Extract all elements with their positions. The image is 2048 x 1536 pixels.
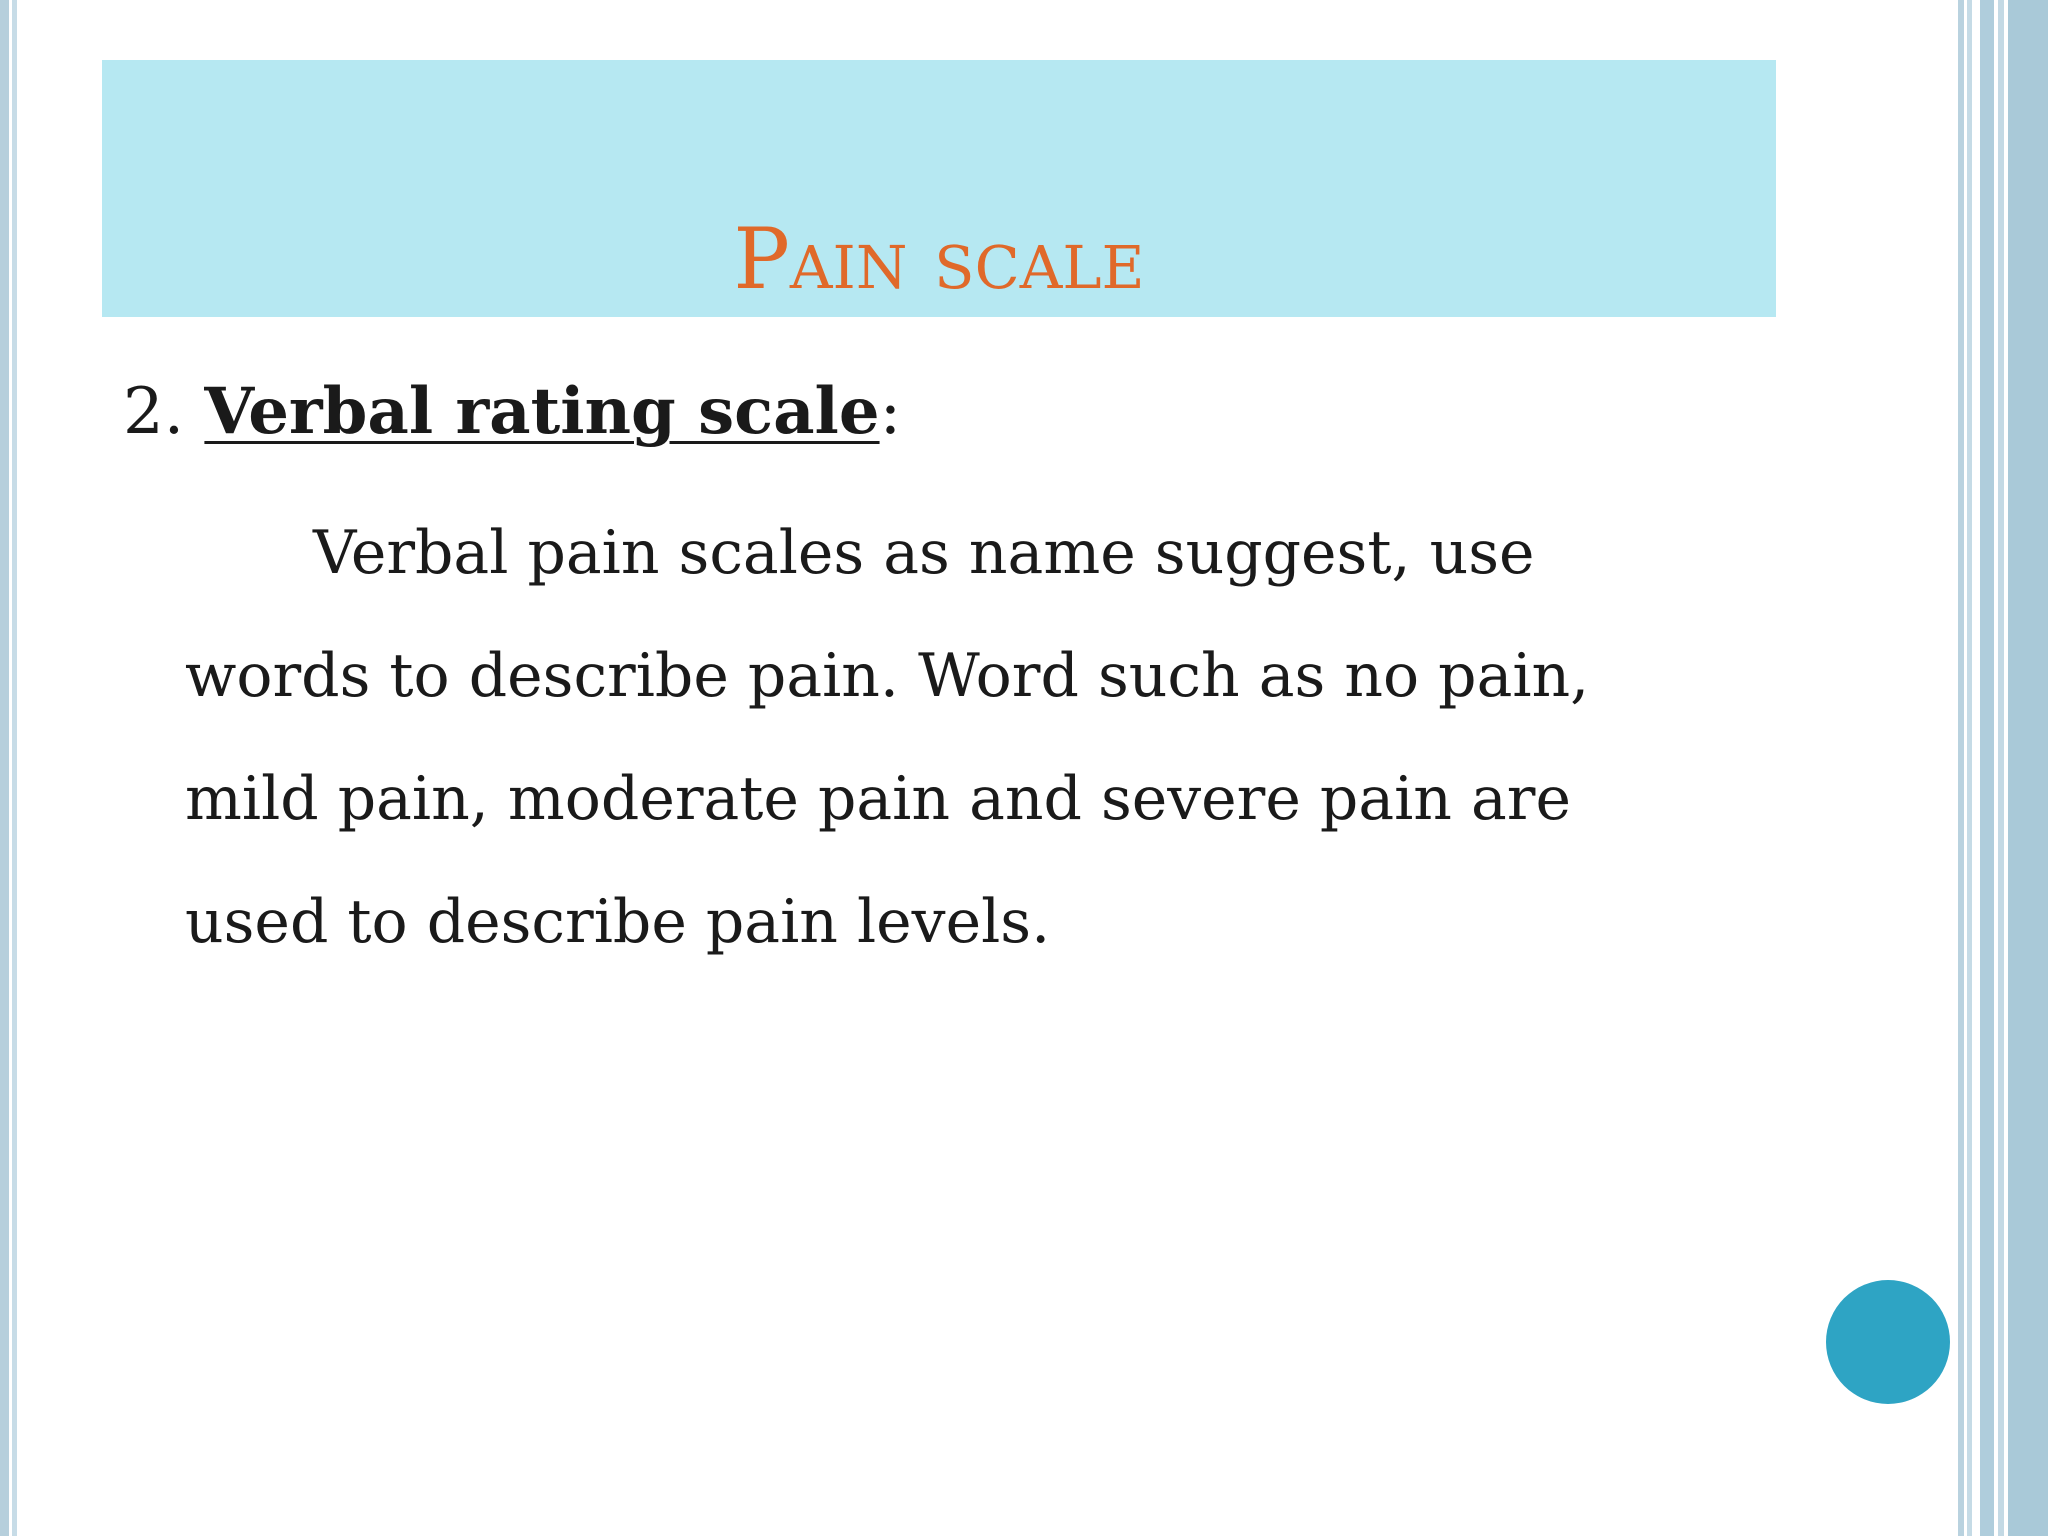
right-border-stripe-2 xyxy=(1967,0,1972,1536)
right-border-stripe-1 xyxy=(1958,0,1964,1536)
heading-number: 2. xyxy=(123,375,205,449)
right-border-stripe-3 xyxy=(1980,0,1994,1536)
body-paragraph: Verbal pain scales as name suggest, use words to describe pain. Word such as no pain, mild pain, moderate pain and severe pain are used to describe pain levels. xyxy=(185,518,1590,957)
title-band xyxy=(102,60,1776,317)
heading-colon: : xyxy=(879,375,902,449)
right-border-stripe-5 xyxy=(2008,0,2048,1536)
left-border-stripe-inner xyxy=(12,0,17,1536)
section-heading xyxy=(123,372,901,452)
heading-term: Verbal rating scale xyxy=(204,374,880,449)
slide-title: Pain scale xyxy=(733,210,1145,308)
left-border-stripe xyxy=(0,0,9,1536)
right-border-stripe-4 xyxy=(1998,0,2004,1536)
decorative-circle xyxy=(1826,1280,1950,1404)
